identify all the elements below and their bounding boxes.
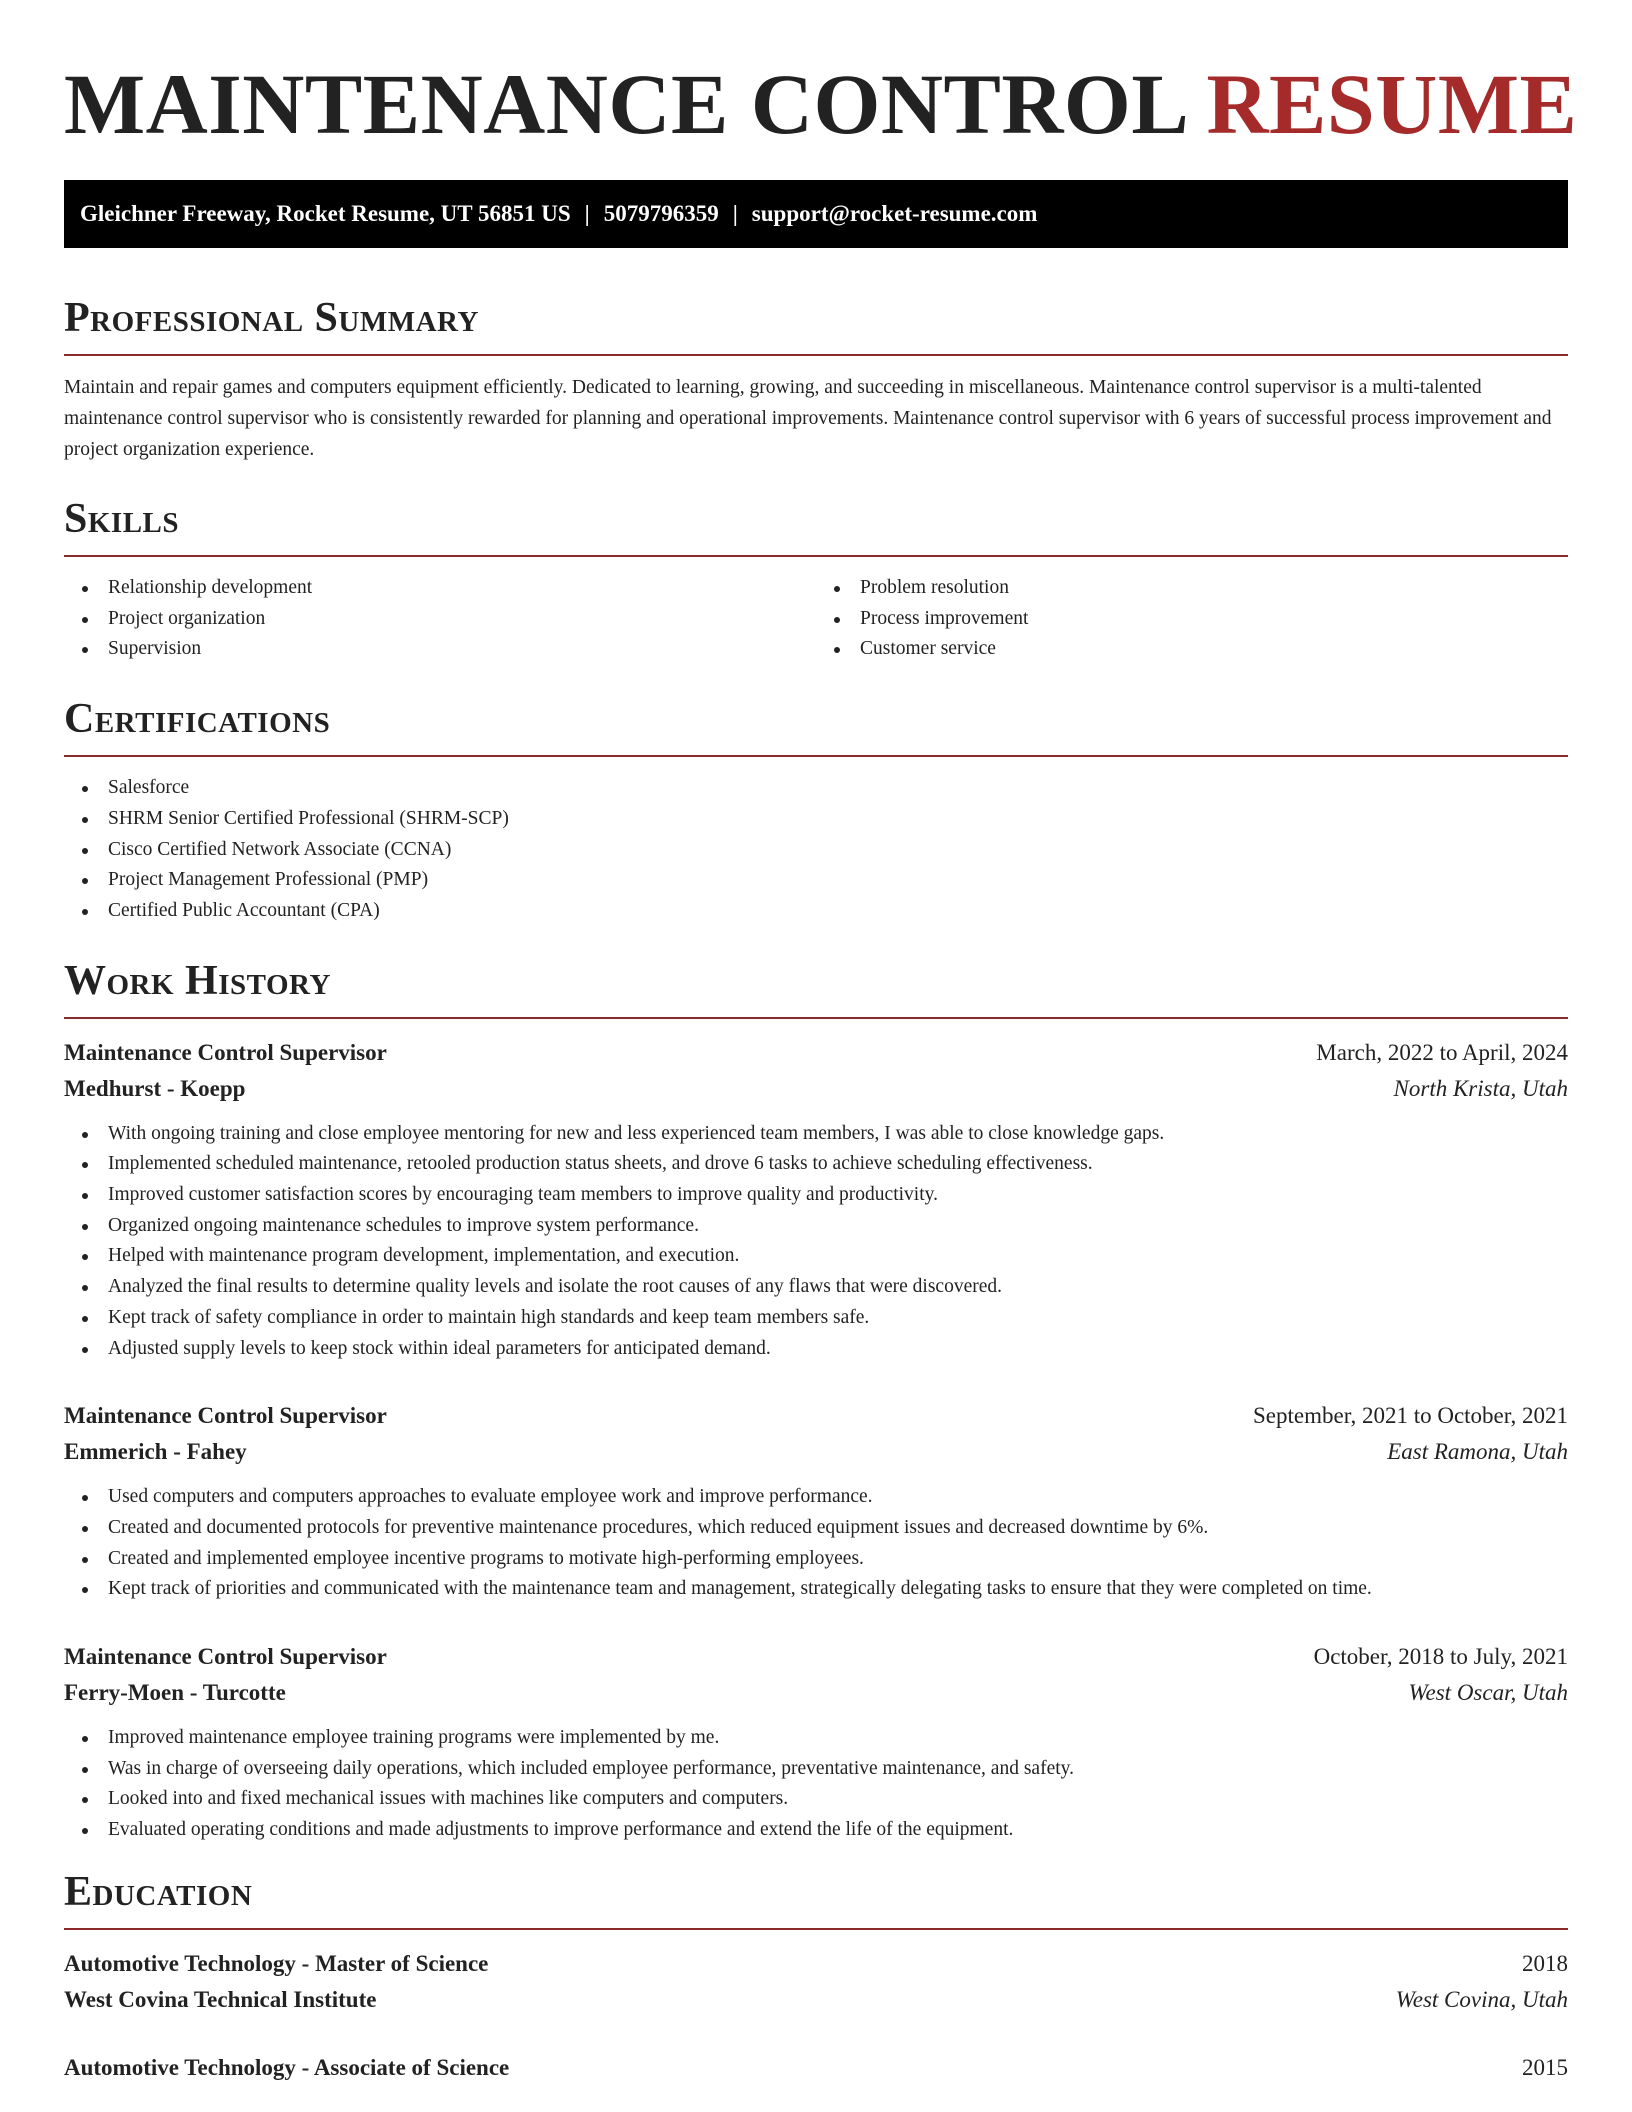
job-header-row — [64, 1639, 1568, 1675]
job-dates: October, 2018 to July, 2021 — [1313, 1644, 1568, 1670]
job-company: Emmerich - Fahey — [64, 1439, 247, 1465]
resume-title — [64, 0, 1578, 152]
skills-column-left — [64, 573, 816, 665]
education-degree: Automotive Technology - Associate of Science — [64, 2054, 510, 2080]
job-location: North Krista, Utah — [1393, 1075, 1568, 1101]
title-accent: RESUME — [1206, 56, 1578, 152]
certification-item: Certified Public Accountant (CPA) — [64, 896, 1568, 927]
certification-item: Project Management Professional (PMP) — [64, 865, 1568, 896]
education-year: 2018 — [1522, 1950, 1568, 1976]
skill-item: Problem resolution — [816, 573, 1568, 604]
skills-column-right — [816, 573, 1568, 665]
title-main: MAINTENANCE CONTROL — [64, 56, 1185, 152]
education-entry — [64, 2050, 1568, 2086]
job-bullet: Organized ongoing maintenance schedules to improve system performance. — [64, 1211, 1568, 1242]
job-header-row — [64, 1398, 1568, 1434]
job-bullet: Created and implemented employee incentive programs to motivate high-performing employees. — [64, 1544, 1568, 1575]
job-bullet: Kept track of safety compliance in order to maintain high standards and keep team members safe. — [64, 1303, 1568, 1334]
job-location: East Ramona, Utah — [1387, 1439, 1568, 1465]
summary-heading: Professional Summary — [64, 292, 1568, 356]
summary-text: Maintain and repair games and computers equipment efficiently. Dedicated to learning, growing, and succeeding in miscellaneous. Maintenance control supervisor is a multi-talented maintenance control supervisor who is consistently rewarded for planning and operational improvements. Maintenance control supervisor with 6 years of successful process improvement and project organization experience. — [64, 377, 1552, 460]
job-bullet: Looked into and fixed mechanical issues with machines like computers and computers. — [64, 1784, 1568, 1815]
certification-item: Cisco Certified Network Associate (CCNA) — [64, 835, 1568, 866]
job-bullet: Improved maintenance employee training programs were implemented by me. — [64, 1723, 1568, 1754]
job-bullet: Used computers and computers approaches to evaluate employee work and improve performance. — [64, 1482, 1568, 1513]
certifications-list — [64, 773, 1568, 927]
job-dates: March, 2022 to April, 2024 — [1316, 1039, 1568, 1065]
job-title: Maintenance Control Supervisor — [64, 1039, 387, 1065]
job-bullets — [64, 1723, 1568, 1846]
skill-item: Project organization — [64, 604, 816, 635]
education-location: West Covina, Utah — [1395, 1986, 1568, 2012]
skills-heading: Skills — [64, 493, 1568, 557]
job-title: Maintenance Control Supervisor — [64, 1644, 387, 1670]
job-bullets — [64, 1482, 1568, 1605]
job-entry — [64, 1035, 1568, 1365]
certification-item: SHRM Senior Certified Professional (SHRM-SCP) — [64, 804, 1568, 835]
skill-item: Process improvement — [816, 604, 1568, 635]
job-entry — [64, 1639, 1568, 1846]
education-school-row — [64, 1982, 1568, 2018]
job-bullet: With ongoing training and close employee mentoring for new and less experienced team members, I was able to close knowledge gaps. — [64, 1119, 1568, 1150]
skill-item: Customer service — [816, 634, 1568, 665]
job-dates: September, 2021 to October, 2021 — [1253, 1403, 1568, 1429]
skill-item: Relationship development — [64, 573, 816, 604]
contact-phone: 5079796359 — [603, 201, 719, 226]
job-entry — [64, 1398, 1568, 1605]
job-bullets — [64, 1119, 1568, 1365]
certification-item: Salesforce — [64, 773, 1568, 804]
job-company-row — [64, 1675, 1568, 1711]
job-bullet: Improved customer satisfaction scores by encouraging team members to improve quality and productivity. — [64, 1180, 1568, 1211]
contact-address: Gleichner Freeway, Rocket Resume, UT 56851 US — [80, 201, 571, 226]
job-bullet: Created and documented protocols for preventive maintenance procedures, which reduced equipment issues and decreased downtime by 6%. — [64, 1513, 1568, 1544]
education-entry — [64, 1946, 1568, 2018]
work-history-heading: Work History — [64, 955, 1568, 1019]
education-year: 2015 — [1522, 2054, 1568, 2080]
job-title: Maintenance Control Supervisor — [64, 1403, 387, 1429]
education-degree-row — [64, 2050, 1568, 2086]
job-company-row — [64, 1071, 1568, 1107]
education-degree: Automotive Technology - Master of Science — [64, 1950, 489, 1976]
contact-separator: | — [732, 201, 738, 226]
job-bullet: Implemented scheduled maintenance, retooled production status sheets, and drove 6 tasks to achieve scheduling effectiveness. — [64, 1149, 1568, 1180]
job-company-row — [64, 1434, 1568, 1470]
contact-email[interactable]: support@rocket-resume.com — [751, 201, 1038, 226]
job-bullet: Kept track of priorities and communicated with the maintenance team and management, strategically delegating tasks to ensure that they were completed on time. — [64, 1574, 1568, 1605]
job-header-row — [64, 1035, 1568, 1071]
job-location: West Oscar, Utah — [1408, 1680, 1568, 1706]
contact-separator: | — [584, 201, 590, 226]
education-school: West Covina Technical Institute — [64, 1986, 377, 2012]
contact-bar — [64, 180, 1568, 248]
skills-grid — [64, 573, 1568, 665]
skill-item: Supervision — [64, 634, 816, 665]
job-bullet: Adjusted supply levels to keep stock within ideal parameters for anticipated demand. — [64, 1334, 1568, 1365]
job-company: Medhurst - Koepp — [64, 1075, 246, 1101]
job-company: Ferry-Moen - Turcotte — [64, 1680, 286, 1706]
job-bullet: Evaluated operating conditions and made adjustments to improve performance and extend the life of the equipment. — [64, 1815, 1568, 1846]
job-bullet: Analyzed the final results to determine quality levels and isolate the root causes of any flaws that were discovered. — [64, 1272, 1568, 1303]
certifications-heading: Certifications — [64, 693, 1568, 757]
job-bullet: Helped with maintenance program development, implementation, and execution. — [64, 1241, 1568, 1272]
education-heading: Education — [64, 1866, 1568, 1930]
education-degree-row — [64, 1946, 1568, 1982]
job-bullet: Was in charge of overseeing daily operations, which included employee performance, preventative maintenance, and safety. — [64, 1754, 1568, 1785]
